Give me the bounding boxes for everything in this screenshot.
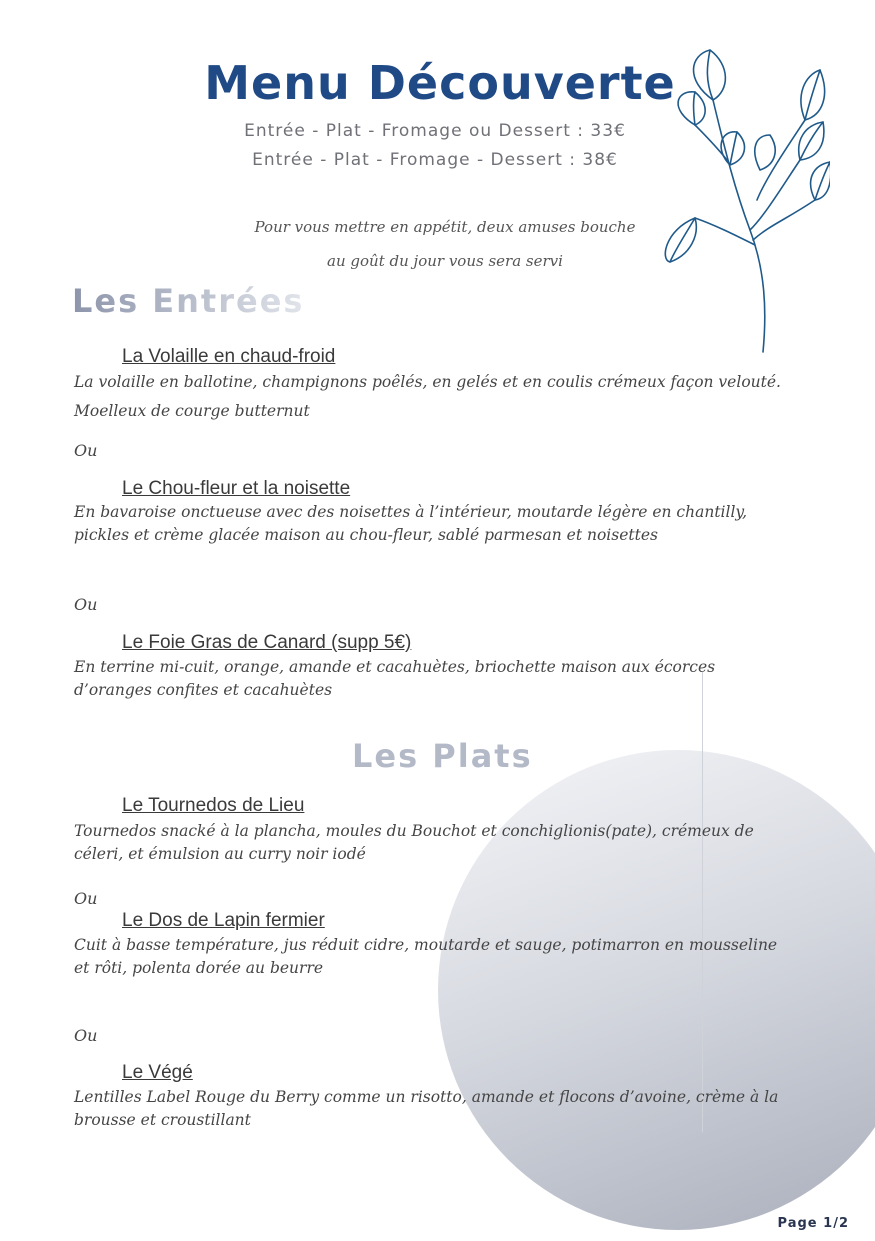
leaf-branch-icon [655, 40, 830, 360]
dish-title: Le Dos de Lapin fermier [122, 910, 325, 931]
separator-ou: Ou [74, 889, 98, 908]
section-heading-entrees: Les Entrées [72, 282, 305, 320]
intro-line-2: au goût du jour vous sera servi [327, 252, 563, 270]
price-option-2: Entrée - Plat - Fromage - Dessert : 38€ [252, 150, 618, 170]
dish-description: Lentilles Label Rouge du Berry comme un risotto, amande et flocons d’avoine, crème à la brousse et croustillant [74, 1088, 779, 1129]
page-number: Page 1/2 [777, 1216, 849, 1231]
dish-description: La volaille en ballotine, champignons poêlés, en gelés et en coulis crémeux façon velouté. Moelleux de courge butternut [74, 373, 781, 420]
dish-description: Tournedos snacké à la plancha, moules du Bouchot et conchiglionis(pate), crémeux de céleri, et émulsion au curry noir iodé [74, 822, 754, 863]
dish-description: En terrine mi-cuit, orange, amande et cacahuètes, briochette maison aux écorces d’oranges confites et cacahuètes [74, 658, 716, 699]
separator-ou: Ou [74, 595, 98, 614]
intro-line-1: Pour vous mettre en appétit, deux amuses bouche [254, 218, 636, 236]
dish-description: En bavaroise onctueuse avec des noisettes à l’intérieur, moutarde légère en chantilly, pickles et crème glacée maison au chou-fleur, sablé parmesan et noisettes [74, 503, 748, 544]
menu-title: Menu Découverte [204, 56, 676, 110]
separator-ou: Ou [74, 1026, 98, 1045]
dish-title: Le Tournedos de Lieu [122, 795, 305, 816]
section-heading-plats: Les Plats [352, 737, 533, 775]
dish-title: Le Foie Gras de Canard (supp 5€) [122, 632, 412, 653]
dish-title: La Volaille en chaud-froid [122, 346, 336, 367]
separator-ou: Ou [74, 441, 98, 460]
dish-title: Le Végé [122, 1062, 193, 1083]
decorative-vertical-line [702, 672, 703, 1132]
dish-description: Cuit à basse température, jus réduit cidre, moutarde et sauge, potimarron en mousseline et rôti, polenta dorée au beurre [74, 936, 778, 977]
price-option-1: Entrée - Plat - Fromage ou Dessert : 33€ [244, 121, 626, 141]
dish-title: Le Chou-fleur et la noisette [122, 478, 351, 499]
